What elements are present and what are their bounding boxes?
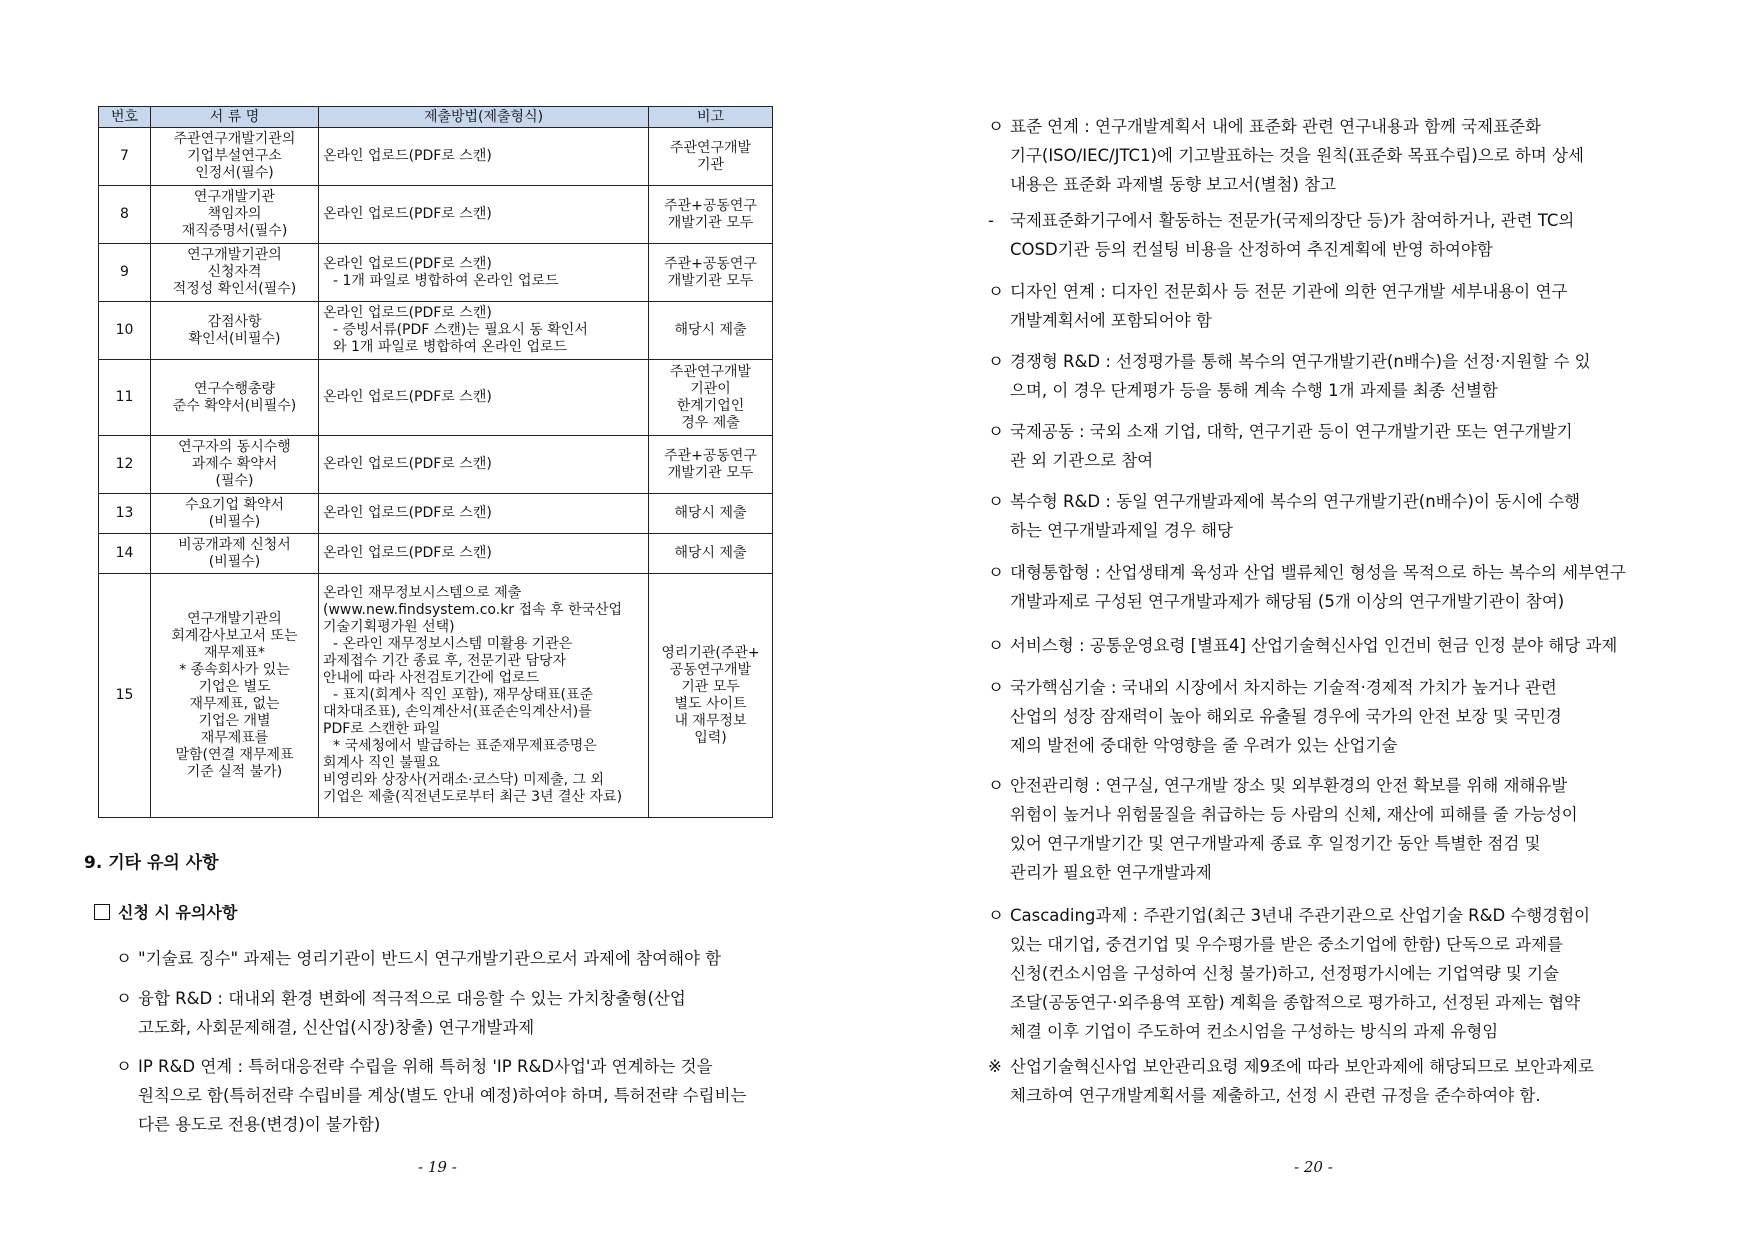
doc-name-cell [151, 128, 319, 186]
paragraph-line: 경쟁형 R&D : 선정평가를 통해 복수의 연구개발기관(n배수)을 선정·지원할 수 있 [1010, 352, 1591, 371]
sub-title-text: 신청 시 유의사항 [118, 903, 238, 922]
note-cell-line: 기관 [696, 156, 725, 173]
row-number-cell: 7 [99, 128, 151, 186]
paragraph-line: 조달(공동연구·외주용역 포함) 계획을 종합적으로 평가하고, 선정된 과제는 협약 [1010, 993, 1581, 1012]
method-cell-line: 비영리와 상장사(거래소·코스닥) 미제출, 그 외 [323, 772, 605, 788]
paragraph-line: 안전관리형 : 연구실, 연구개발 장소 및 외부환경의 안전 확보를 위해 재해유발 [1010, 776, 1568, 795]
method-cell [319, 128, 649, 186]
doc-name-cell-line: 연구개발기관 [193, 189, 276, 205]
doc-name-cell-line: 수요기업 확약서 [184, 496, 285, 513]
doc-name-cell-line: 재직증명서(필수) [181, 223, 288, 239]
method-cell-line: 회계사 직인 불필요 [323, 755, 441, 771]
doc-name-cell [151, 534, 319, 574]
method-cell-line: 온라인 재무정보시스템으로 제출 [323, 585, 522, 601]
note-cell [649, 534, 773, 574]
method-cell-line: 온라인 업로드(PDF로 스캔) [323, 255, 492, 272]
note-cell-line: 입력) [694, 729, 727, 746]
method-cell [319, 534, 649, 574]
table-row [99, 244, 773, 302]
doc-name-cell-line: (필수) [215, 473, 254, 489]
method-cell-line: 온라인 업로드(PDF로 스캔) [323, 389, 492, 405]
method-cell [319, 244, 649, 302]
note-cell-line: 해당시 제출 [674, 545, 747, 561]
note-cell-line: 해당시 제출 [674, 505, 747, 521]
table-row [99, 128, 773, 186]
paragraph-item [988, 1052, 1710, 1110]
row-number-cell: 9 [99, 244, 151, 302]
note-cell-line: 내 재무정보 [674, 712, 747, 729]
paragraph-line: 산업의 성장 잠재력이 높아 해외로 유출될 경우에 국가의 안전 보장 및 국민경 [1010, 707, 1562, 726]
page-number-19: - 19 - [418, 1158, 457, 1176]
note-cell [649, 244, 773, 302]
doc-name-cell [151, 574, 319, 818]
method-cell-line: 안내에 따라 사전검토기간에 업로드 [323, 670, 540, 686]
doc-name-cell-line: 적정성 확인서(필수) [172, 281, 297, 297]
header-doc-name: 서 류 명 [151, 107, 319, 128]
method-cell [319, 436, 649, 494]
doc-name-cell-line: 인정서(필수) [195, 165, 274, 181]
paragraph-item [988, 417, 1710, 475]
method-cell-line: - 증빙서류(PDF 스캔)는 필요시 동 확인서 [333, 322, 588, 338]
note-cell-line: 기관 모두 [681, 678, 740, 695]
doc-name-cell-line: (비필수) [208, 553, 261, 570]
paragraph-line: 관 외 기관으로 참여 [1010, 451, 1154, 470]
method-cell [319, 574, 649, 818]
note-cell-line: 경우 제출 [681, 414, 740, 431]
paragraph-item [988, 901, 1710, 1046]
doc-name-cell-line: 확인서(비필수) [188, 330, 281, 347]
paragraph-item [988, 771, 1710, 887]
method-cell [319, 360, 649, 436]
row-number-cell: 12 [99, 436, 151, 494]
doc-name-cell [151, 244, 319, 302]
doc-name-cell-line: 재무제표를 [200, 729, 269, 746]
doc-name-cell-line: 주관연구개발기관의 [173, 131, 296, 147]
table-row [99, 302, 773, 360]
paragraph-line: 내용은 표준화 과제별 동향 보고서(별첨) 참고 [1010, 175, 1337, 194]
paragraph-line: 다른 용도로 전용(변경)이 불가함) [138, 1115, 381, 1134]
paragraph-line: 디자인 연계 : 디자인 전문회사 등 전문 기관에 의한 연구개발 세부내용이 연구 [1010, 282, 1568, 301]
note-cell [649, 128, 773, 186]
method-cell-line: 기업은 제출(직전년도로부터 최근 3년 결산 자료) [323, 789, 623, 805]
doc-name-cell-line: 감점사항 [207, 313, 262, 330]
note-cell-line: 기관이 [690, 380, 731, 397]
paragraph-line: 국제표준화기구에서 활동하는 전문가(국제의장단 등)가 참여하거나, 관련 TC의 [1010, 211, 1575, 230]
circle-bullet-icon: ㅇ [116, 949, 132, 968]
paragraph-line: 서비스형 : 공통운영요령 [별표4] 산업기술혁신사업 인건비 현금 인정 분야 해당 과제 [1010, 636, 1618, 655]
table-row [99, 360, 773, 436]
note-cell-line: 주관+공동연구 [664, 255, 757, 272]
doc-name-cell [151, 436, 319, 494]
method-cell-line: (www.new.findsystem.co.kr 접속 후 한국산업 [323, 602, 623, 618]
method-cell-line: - 1개 파일로 병합하여 온라인 업로드 [333, 272, 559, 289]
method-cell-line: - 온라인 재무정보시스템 미활용 기관은 [333, 636, 573, 652]
paragraph-item [988, 558, 1710, 616]
circle-bullet-icon: ㅇ [988, 678, 1004, 697]
circle-bullet-icon: ㅇ [988, 492, 1004, 511]
row-number-cell: 13 [99, 494, 151, 534]
circle-bullet-icon: ㅇ [988, 282, 1004, 301]
row-number-cell: 15 [99, 574, 151, 818]
note-cell-line: 주관연구개발 [669, 363, 752, 380]
table-header-row [99, 107, 773, 128]
doc-name-cell [151, 360, 319, 436]
paragraph-line: 제의 발전에 중대한 악영향을 줄 우려가 있는 산업기술 [1010, 736, 1398, 755]
row-number-cell: 11 [99, 360, 151, 436]
circle-bullet-icon: ㅇ [116, 989, 132, 1008]
circle-bullet-icon: ㅇ [988, 422, 1004, 441]
paragraph-line: 체크하여 연구개발계획서를 제출하고, 선정 시 관련 규정을 준수하여야 함. [1010, 1086, 1541, 1105]
doc-name-cell-line: 기업은 개별 [198, 712, 271, 729]
row-number-cell: 10 [99, 302, 151, 360]
method-cell-line: 온라인 업로드(PDF로 스캔) [323, 545, 492, 561]
table-row [99, 574, 773, 818]
method-cell [319, 494, 649, 534]
paragraph-line: 원칙으로 함(특허전략 수립비를 계상(별도 안내 예정)하여야 하며, 특허전략 수립비는 [138, 1086, 747, 1105]
table-row [99, 436, 773, 494]
circle-bullet-icon: ㅇ [988, 563, 1004, 582]
paragraph-line: 으며, 이 경우 단계평가 등을 통해 계속 수행 1개 과제를 최종 선별함 [1010, 381, 1498, 400]
note-cell-line: 주관+공동연구 [664, 447, 757, 464]
note-cell [649, 302, 773, 360]
doc-name-cell-line: 연구개발기관의 [187, 610, 282, 627]
doc-name-cell-line: 비공개과제 신청서 [178, 536, 291, 553]
paragraph-line: 있는 대기업, 중견기업 및 우수평가를 받은 중소기업에 한함) 단독으로 과제를 [1010, 935, 1563, 954]
paragraph-item [988, 347, 1710, 405]
page-20 [876, 0, 1753, 1240]
header-note: 비고 [649, 107, 773, 128]
paragraph-line: 융합 R&D : 대내외 환경 변화에 적극적으로 대응할 수 있는 가치창출형(산업 [138, 989, 686, 1008]
method-cell-line: 기술기획평가원 선택) [323, 619, 455, 635]
paragraph-line: 대형통합형 : 산업생태계 육성과 산업 밸류체인 형성을 목적으로 하는 복수의 세부연구 [1010, 563, 1626, 582]
note-cell-line: 한계기업인 [676, 397, 745, 414]
doc-name-cell [151, 302, 319, 360]
doc-name-cell-line: 기업은 별도 [198, 678, 271, 695]
doc-name-cell-line: 연구자의 동시수행 [178, 439, 291, 455]
doc-name-cell-line: 회계감사보고서 또는 [171, 627, 298, 644]
section-title: 9. 기타 유의 사항 [84, 853, 219, 873]
paragraph-line: Cascading과제 : 주관기업(최근 3년내 주관기관으로 산업기술 R&D 수행경험이 [1010, 906, 1591, 925]
submission-documents-table [98, 106, 773, 818]
doc-name-cell-line: 과제수 확약서 [191, 456, 278, 472]
paragraph-line: 관리가 필요한 연구개발과제 [1010, 863, 1212, 882]
method-cell-line: 과제접수 기간 종료 후, 전문기관 담당자 [323, 653, 567, 669]
paragraph-line: 개발계획서에 포함되어야 함 [1010, 311, 1212, 330]
circle-bullet-icon: ㅇ [988, 776, 1004, 795]
header-method: 제출방법(제출형식) [319, 107, 649, 128]
paragraph-item [116, 944, 798, 973]
paragraph-item [988, 631, 1710, 660]
table-row [99, 186, 773, 244]
paragraph-line: 기구(ISO/IEC/JTC1)에 기고발표하는 것을 원칙(표준화 목표수립)으로 하며 상세 [1010, 146, 1584, 165]
method-cell-line: 온라인 업로드(PDF로 스캔) [323, 305, 492, 321]
note-cell-line: 주관연구개발 [669, 139, 752, 156]
paragraph-item [988, 112, 1710, 199]
paragraph-line: 신청(컨소시엄을 구성하여 신청 불가)하고, 선정평가시에는 기업역량 및 기술 [1010, 964, 1559, 983]
header-no: 번호 [99, 107, 151, 128]
paragraph-line: 고도화, 사회문제해결, 신산업(시장)창출) 연구개발과제 [138, 1018, 535, 1037]
doc-name-cell-line: 기준 실적 불가) [186, 763, 283, 780]
paragraph-line: 있어 연구개발기간 및 연구개발과제 종료 후 일정기간 동안 특별한 점검 및 [1010, 834, 1541, 853]
paragraph-line: 체결 이후 기업이 주도하여 컨소시엄을 구성하는 방식의 과제 유형임 [1010, 1022, 1499, 1041]
doc-name-cell-line: 재무제표, 없는 [189, 695, 280, 712]
note-cell [649, 574, 773, 818]
method-cell-line: 온라인 업로드(PDF로 스캔) [323, 148, 492, 164]
doc-name-cell-line: (비필수) [208, 513, 261, 530]
note-cell-line: 개발기관 모두 [667, 272, 754, 289]
doc-name-cell-line: * 종속회사가 있는 [179, 661, 290, 678]
doc-name-cell-line: 신청자격 [207, 264, 262, 280]
paragraph-line: 표준 연계 : 연구개발계획서 내에 표준화 관련 연구내용과 함께 국제표준화 [1010, 117, 1541, 136]
paragraph-line: "기술료 징수" 과제는 영리기관이 반드시 연구개발기관으로서 과제에 참여해야 함 [138, 949, 722, 968]
row-number-cell: 8 [99, 186, 151, 244]
doc-name-cell [151, 494, 319, 534]
note-cell-line: 영리기관(주관+ [661, 644, 760, 661]
doc-name-cell-line: 연구수행총량 [193, 380, 276, 397]
method-cell-line: - 표지(회계사 직인 포함), 재무상태표(표준 [333, 687, 594, 703]
sub-title [94, 900, 237, 923]
method-cell-line: * 국세청에서 발급하는 표준재무제표증명은 [333, 738, 597, 754]
circle-bullet-icon: ㅇ [116, 1057, 132, 1076]
paragraph-line: 산업기술혁신사업 보안관리요령 제9조에 따라 보안과제에 해당되므로 보안과제로 [1010, 1057, 1594, 1076]
circle-bullet-icon: ㅇ [988, 117, 1004, 136]
note-cell-line: 개발기관 모두 [667, 464, 754, 481]
page-19 [0, 0, 876, 1240]
row-number-cell: 14 [99, 534, 151, 574]
doc-name-cell-line: 준수 확약서(비필수) [172, 397, 297, 414]
paragraph-line: 국가핵심기술 : 국내외 시장에서 차지하는 기술적·경제적 가치가 높거나 관련 [1010, 678, 1557, 697]
doc-name-cell-line: 재무제표* [203, 644, 266, 661]
note-cell [649, 186, 773, 244]
checkbox-square-icon [94, 904, 110, 920]
method-cell-line: PDF로 스캔한 파일 [323, 721, 441, 737]
paragraph-item [988, 673, 1710, 760]
doc-name-cell-line: 기업부설연구소 [187, 148, 282, 164]
circle-bullet-icon: ㅇ [988, 636, 1004, 655]
method-cell-line: 대차대조표), 손익계산서(표준손익계산서)를 [323, 704, 592, 720]
method-cell-line: 온라인 업로드(PDF로 스캔) [323, 505, 492, 521]
note-cell-line: 주관+공동연구 [664, 197, 757, 214]
paragraph-line: IP R&D 연계 : 특허대응전략 수립을 위해 특허청 'IP R&D사업'과 연계하는 것을 [138, 1057, 713, 1076]
table-row [99, 534, 773, 574]
dash-bullet-icon: - [988, 211, 994, 230]
note-cell [649, 494, 773, 534]
doc-name-cell-line: 책임자의 [207, 206, 262, 222]
paragraph-item [116, 984, 798, 1042]
paragraph-line: 국제공동 : 국외 소재 기업, 대학, 연구기관 등이 연구개발기관 또는 연구개발기 [1010, 422, 1573, 441]
paragraph-item [988, 277, 1710, 335]
note-cell-line: 개발기관 모두 [667, 214, 754, 231]
note-cell-line: 해당시 제출 [674, 322, 747, 338]
paragraph-item [116, 1052, 798, 1139]
method-cell [319, 186, 649, 244]
note-cell-line: 별도 사이트 [674, 695, 747, 712]
table-row [99, 494, 773, 534]
circle-bullet-icon: ㅇ [988, 352, 1004, 371]
paragraph-line: 하는 연구개발과제일 경우 해당 [1010, 521, 1233, 540]
note-cell [649, 436, 773, 494]
page-number-20: - 20 - [1294, 1158, 1333, 1176]
doc-name-cell [151, 186, 319, 244]
method-cell-line: 온라인 업로드(PDF로 스캔) [323, 456, 492, 472]
paragraph-item [988, 487, 1710, 545]
paragraph-line: 복수형 R&D : 동일 연구개발과제에 복수의 연구개발기관(n배수)이 동시에 수행 [1010, 492, 1581, 511]
paragraph-line: COSD기관 등의 컨설팅 비용을 산정하여 추진계획에 반영 하여야함 [1010, 240, 1493, 259]
paragraph-line: 개발과제로 구성된 연구개발과제가 해당됨 (5개 이상의 연구개발기관이 참여) [1010, 592, 1565, 611]
method-cell-line: 와 1개 파일로 병합하여 온라인 업로드 [333, 339, 568, 355]
note-cell-line: 공동연구개발 [669, 661, 752, 678]
method-cell [319, 302, 649, 360]
doc-name-cell-line: 말함(연결 재무제표 [175, 746, 294, 763]
circle-bullet-icon: ㅇ [988, 906, 1004, 925]
paragraph-line: 위험이 높거나 위험물질을 취급하는 등 사람의 신체, 재산에 피해를 줄 가능성이 [1010, 805, 1578, 824]
note-cell [649, 360, 773, 436]
reference-mark-icon: ※ [988, 1057, 1002, 1076]
doc-name-cell-line: 연구개발기관의 [187, 247, 282, 263]
paragraph-item [988, 206, 1710, 264]
method-cell-line: 온라인 업로드(PDF로 스캔) [323, 206, 492, 222]
